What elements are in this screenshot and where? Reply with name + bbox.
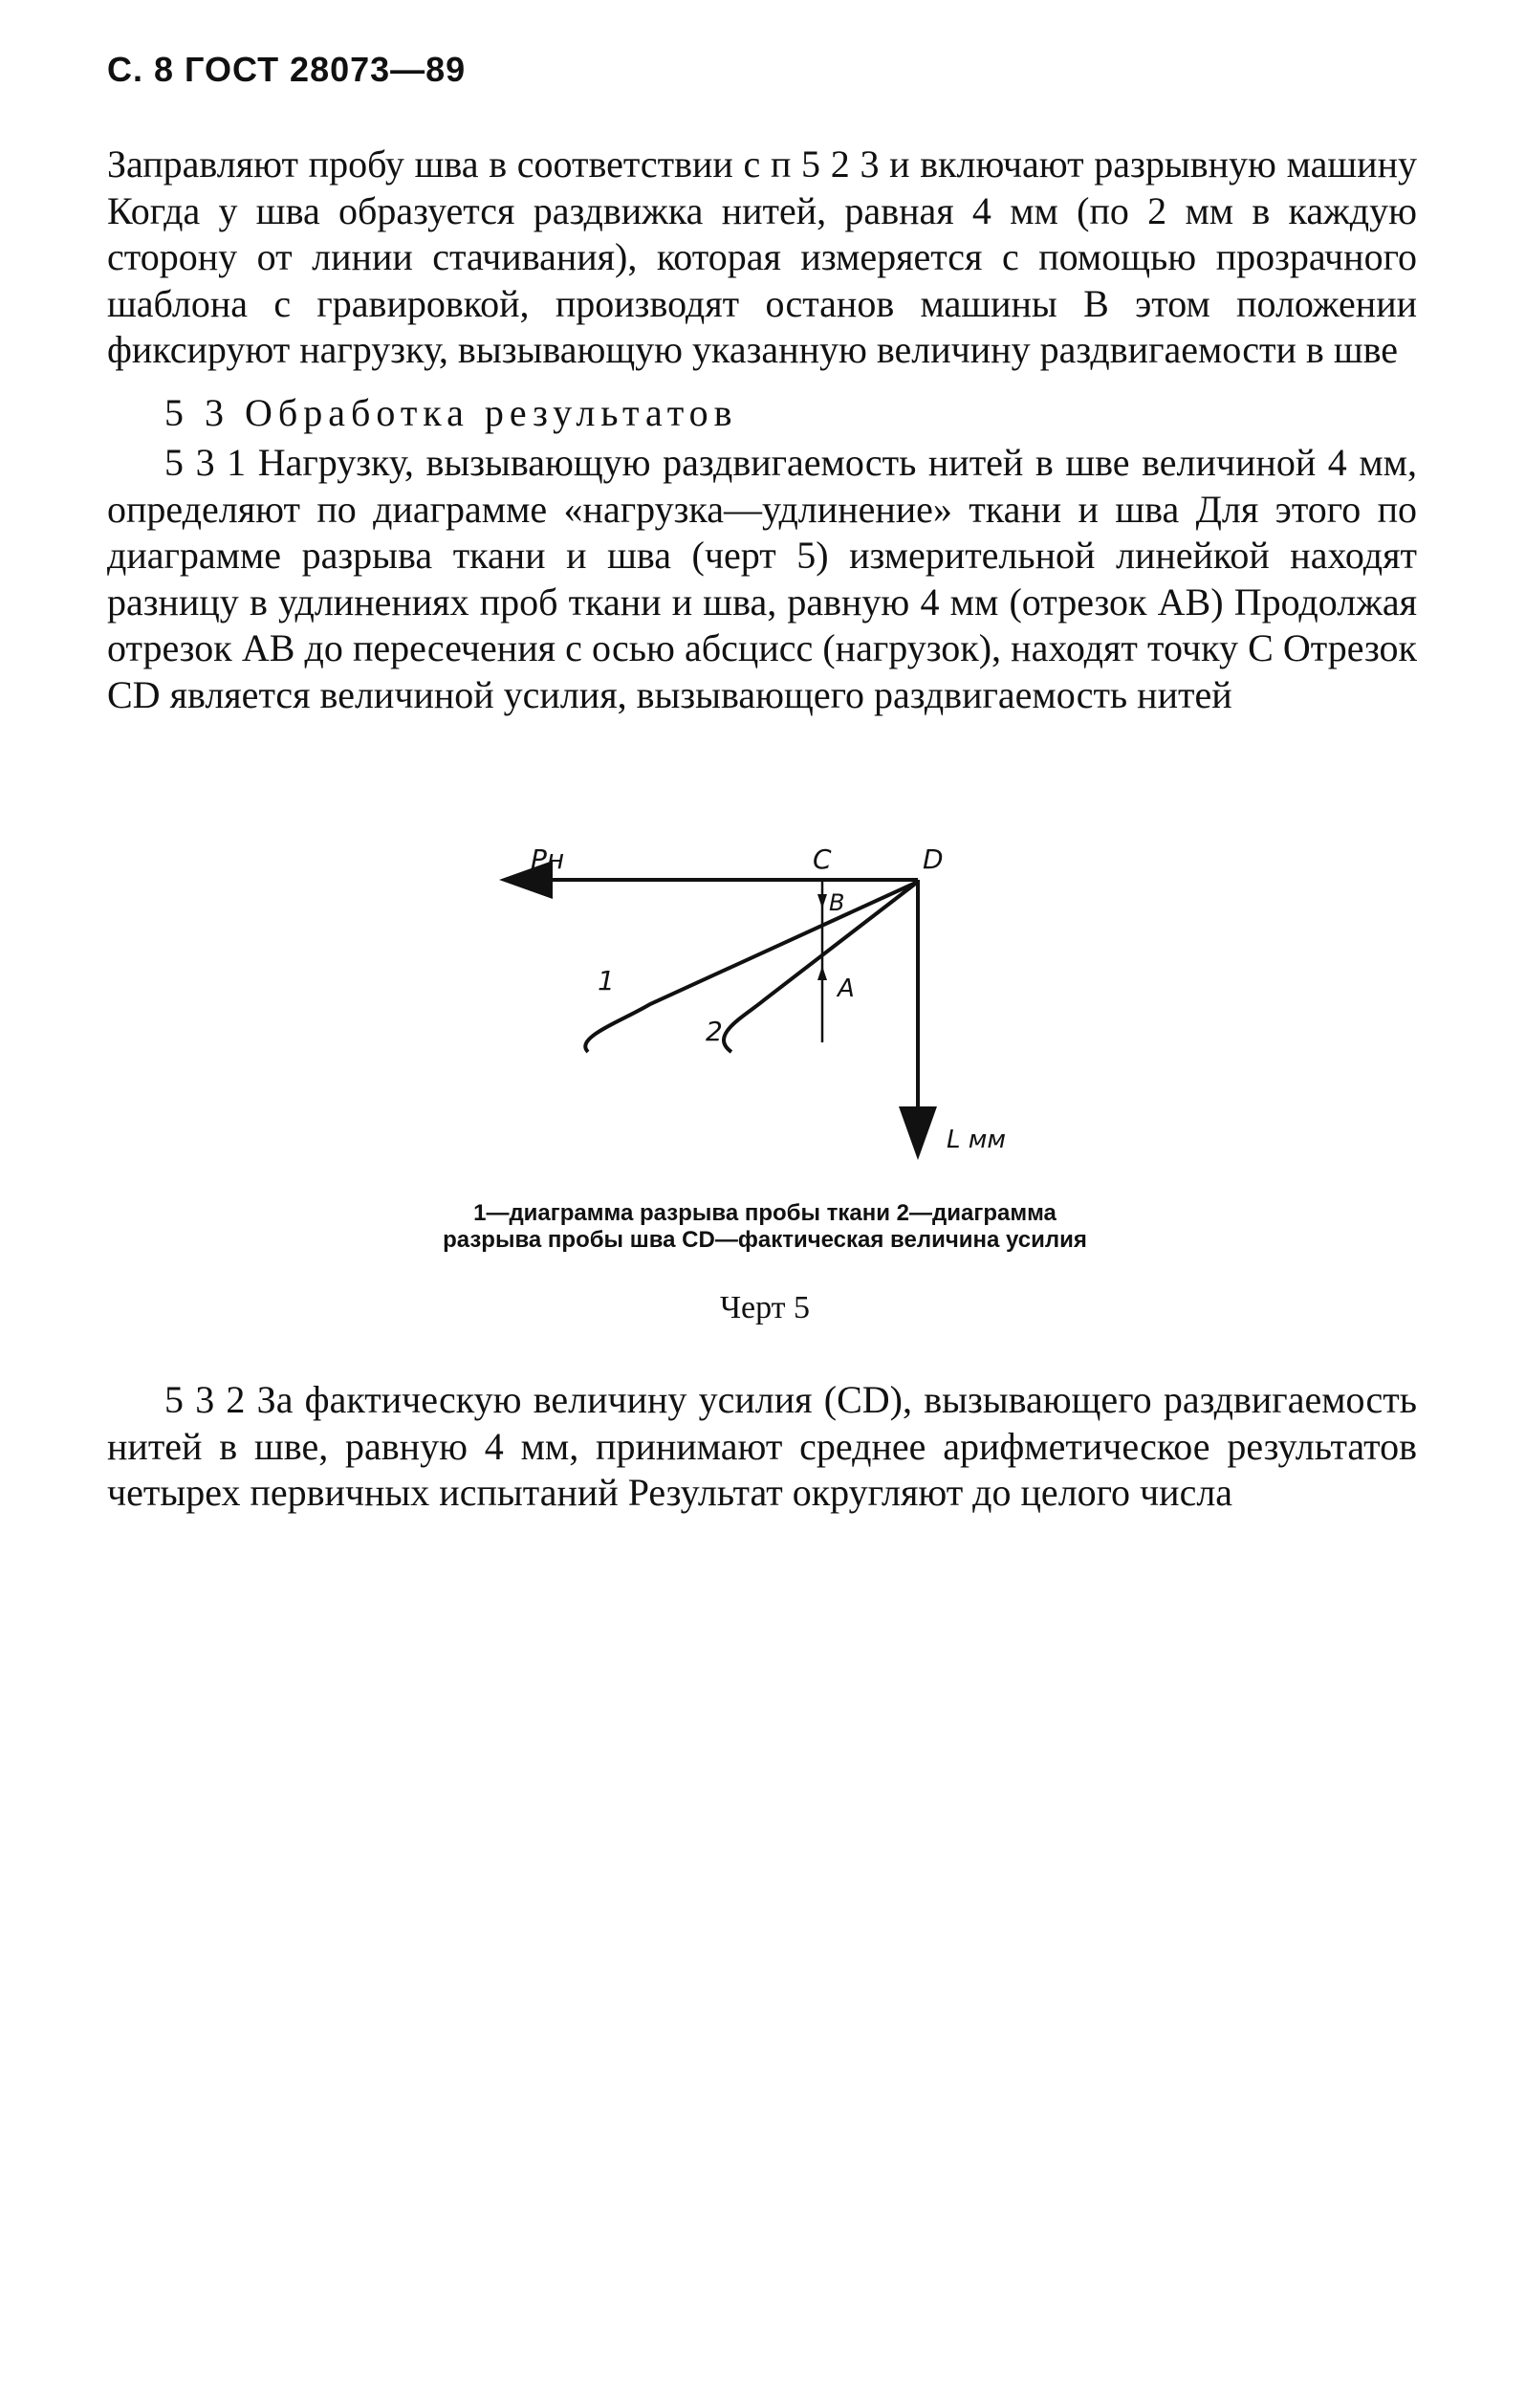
page-header: С. 8 ГОСТ 28073—89: [107, 50, 467, 89]
curve-fabric: [585, 882, 918, 1052]
paragraph-sample-mounting: Заправляют пробу шва в соответствии с п 5 2 3 и включают разрывную машину Когда у шва образуется раздвижка нитей, равная 4 мм (по 2 мм в каждую сторону от линии стачивания), которая измеряется с помощью прозрачного шаблона с гравировкой, производят останов машины В этом положении фиксируют нагрузку, вызывающую указанную величину раздвигаемости в шве: [107, 142, 1417, 371]
arrow-a: [817, 966, 827, 980]
label-curve-2: 2: [706, 1016, 723, 1047]
paragraph-5-3-2: 5 3 2 За фактическую величину усилия (CD), вызывающего раздвигаемость нитей в шве, равную 4 мм, принимают среднее арифметическое результатов четырех первичных испытаний Результат округляют до целого числа: [107, 1378, 1417, 1514]
section-heading-results: 5 3 Обработка результатов: [164, 391, 738, 434]
label-c: C: [813, 843, 832, 875]
label-b: B: [829, 889, 845, 916]
label-a: A: [838, 974, 855, 1003]
load-elongation-diagram: [478, 832, 1071, 1176]
figure-caption: 1—диаграмма разрыва пробы ткани 2—диаграмма разрыва пробы шва CD—фактическая величина усилия: [443, 1200, 1087, 1253]
curve-seam: [724, 882, 918, 1052]
paragraph-5-3-1: 5 3 1 Нагрузку, вызывающую раздвигаемость нитей в шве величиной 4 мм, определяют по диаграмме «нагрузка—удлинение» ткани и шва Для этого по диаграмме разрыва ткани и шва (черт 5) измерительной линейкой находят разницу в удлинениях проб ткани и шва, равную 4 мм (отрезок AB) Продолжая отрезок AB до пересечения с осью абсцисс (нагрузок), находят точку C Отрезок CD является величиной усилия, вызывающего раздвигаемость нитей: [107, 441, 1417, 716]
label-l-axis: L мм: [947, 1126, 1006, 1154]
label-curve-1: 1: [598, 965, 615, 996]
arrow-c: [817, 894, 827, 908]
figure-diagram: [478, 832, 1071, 1176]
label-pn: Pн: [531, 843, 565, 875]
label-d: D: [923, 843, 944, 875]
figure-title: Черт 5: [719, 1290, 811, 1325]
